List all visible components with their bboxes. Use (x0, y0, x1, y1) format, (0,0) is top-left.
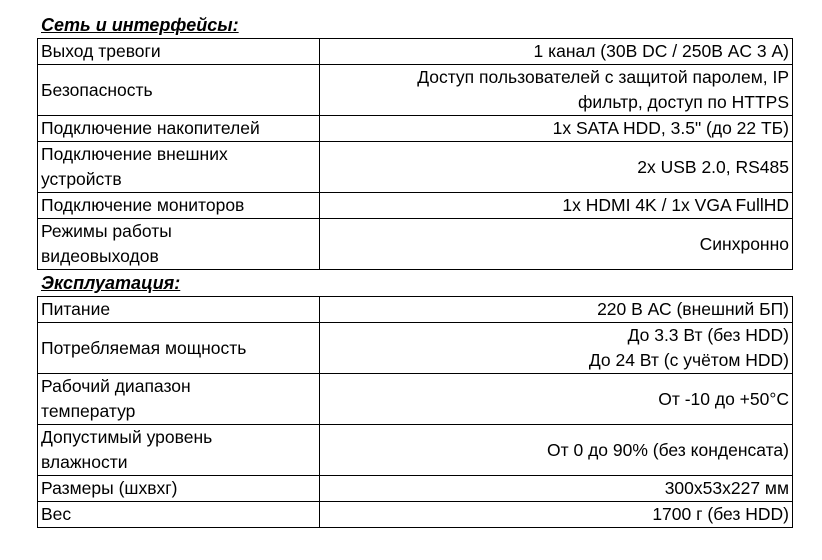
spec-label: Подключение внешних устройств (38, 142, 320, 193)
spec-value: Доступ пользователей с защитой паролем, IP фильтр, доступ по HTTPS (320, 65, 793, 116)
spec-value: Синхронно (320, 219, 793, 270)
spec-table-operation (37, 296, 793, 528)
spec-value: До 3.3 Вт (без HDD) До 24 Вт (с учётом HDD) (320, 323, 793, 374)
spec-label: Подключение накопителей (38, 116, 320, 142)
spec-value: 300x53x227 мм (320, 476, 793, 502)
table-row (38, 65, 793, 116)
table-row (38, 116, 793, 142)
spec-label: Подключение мониторов (38, 193, 320, 219)
spec-label: Безопасность (38, 65, 320, 116)
table-row (38, 425, 793, 476)
spec-sheet (37, 12, 793, 528)
spec-value: 1x SATA HDD, 3.5" (до 22 ТБ) (320, 116, 793, 142)
table-row (38, 193, 793, 219)
spec-value: От -10 до +50°C (320, 374, 793, 425)
spec-label: Вес (38, 502, 320, 528)
table-row (38, 39, 793, 65)
spec-value: 1 канал (30В DC / 250В AC 3 А) (320, 39, 793, 65)
table-row (38, 219, 793, 270)
table-row (38, 374, 793, 425)
spec-label: Потребляемая мощность (38, 323, 320, 374)
spec-label: Размеры (шхвхг) (38, 476, 320, 502)
spec-value: 1700 г (без HDD) (320, 502, 793, 528)
section-title-network: Сеть и интерфейсы: (41, 15, 239, 35)
spec-label: Выход тревоги (38, 39, 320, 65)
table-row (38, 142, 793, 193)
table-row (38, 323, 793, 374)
spec-label: Питание (38, 297, 320, 323)
spec-value: 220 В АС (внешний БП) (320, 297, 793, 323)
spec-table-network (37, 38, 793, 270)
spec-value: От 0 до 90% (без конденсата) (320, 425, 793, 476)
section-title-operation: Эксплуатация: (41, 273, 181, 293)
spec-value: 2x USB 2.0, RS485 (320, 142, 793, 193)
spec-label: Режимы работы видеовыходов (38, 219, 320, 270)
spec-value: 1x HDMI 4K / 1x VGA FullHD (320, 193, 793, 219)
table-row (38, 297, 793, 323)
table-row (38, 502, 793, 528)
table-row (38, 476, 793, 502)
spec-label: Допустимый уровень влажности (38, 425, 320, 476)
spec-label: Рабочий диапазон температур (38, 374, 320, 425)
